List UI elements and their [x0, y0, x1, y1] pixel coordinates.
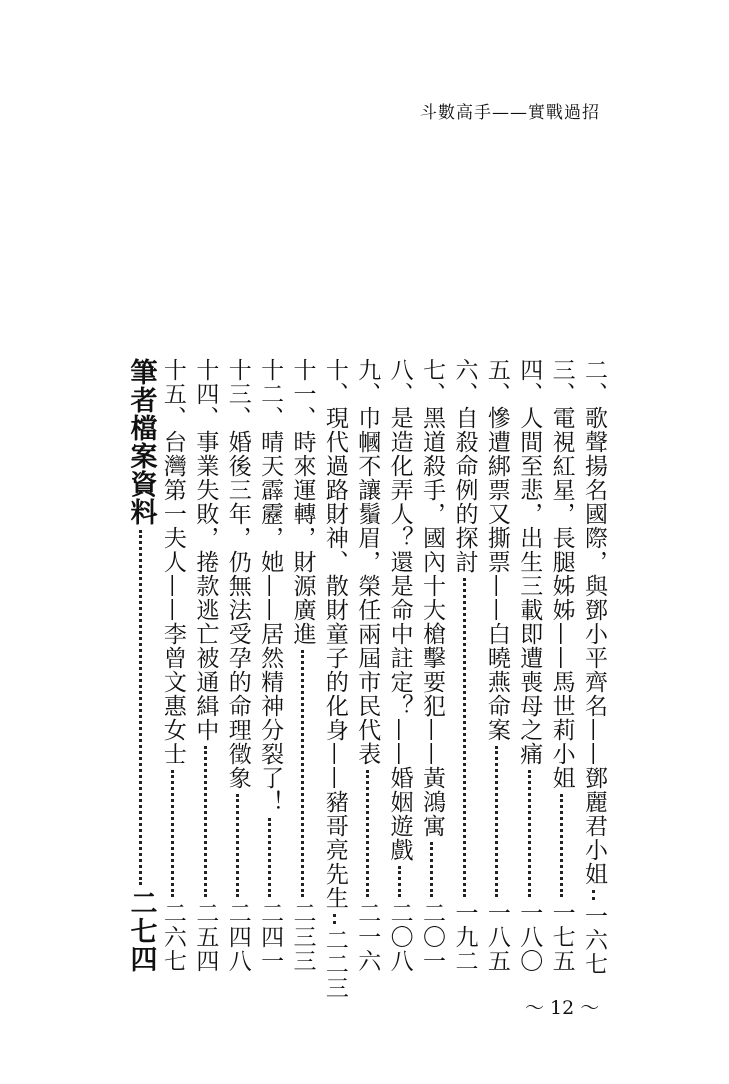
leader-dots — [592, 890, 595, 900]
toc-entry — [157, 358, 189, 973]
leader-dots — [560, 794, 563, 897]
toc-entry-title: 四、人間至悲，出生三載即遭喪母之痛 — [516, 358, 543, 766]
toc-section-heading — [124, 358, 156, 973]
toc-entry — [351, 358, 383, 973]
leader-dots — [204, 746, 207, 897]
toc-entry — [254, 358, 286, 973]
toc-entry — [480, 358, 512, 973]
toc-entry-page: 一八五 — [483, 901, 510, 973]
toc-entry-page: 二〇一 — [419, 901, 446, 973]
toc-entry-page: 一九二 — [451, 901, 478, 973]
toc-entry-title: 十三、婚後三年，仍無法受孕的命理徵象 — [224, 358, 251, 790]
leader-dots — [333, 914, 336, 924]
toc-entry-title: 七、黑道殺手，國內十大槍擊要犯——黃鴻寓 — [419, 358, 446, 838]
toc-entry-page: 一七五 — [548, 901, 575, 973]
toc-entry-page: 二二三 — [321, 928, 348, 1000]
leader-dots — [366, 770, 369, 897]
toc-entry-title: 八、是造化弄人？還是命中註定？——婚姻遊戲 — [386, 358, 413, 862]
leader-dots — [528, 770, 531, 897]
toc-entry-title: 十、現代過路財神、散財童子的化身——豬哥亮先生 — [321, 358, 348, 910]
toc-entry-page: 一八〇 — [516, 901, 543, 973]
toc-entry-title: 六、自殺命例的探討 — [451, 358, 478, 574]
leader-dots — [495, 746, 498, 897]
toc-entry-page: 二四八 — [224, 901, 251, 973]
leader-dots — [430, 842, 433, 897]
toc-entry — [545, 358, 577, 973]
toc-entry — [578, 358, 610, 976]
leader-dots — [268, 818, 271, 897]
toc-entry — [189, 358, 221, 973]
leader-dots — [301, 650, 304, 897]
toc-entry — [286, 358, 318, 973]
leader-dots — [171, 770, 174, 897]
toc-entry-title: 十五、台灣第一夫人——李曾文惠女士 — [159, 358, 186, 766]
toc-entry — [318, 358, 350, 1000]
running-head: 斗數高手——實戰過招 — [420, 103, 600, 123]
leader-dots — [398, 866, 401, 897]
section-heading-title: 筆者檔案資料 — [125, 358, 157, 526]
toc-entry — [221, 358, 253, 973]
toc-entry-title: 三、電視紅星，長腿姊姊——馬世莉小姐 — [548, 358, 575, 790]
toc-entry-page: 二〇八 — [386, 901, 413, 973]
toc-entry-page: 二一六 — [354, 901, 381, 973]
section-heading-page: 二七四 — [125, 889, 157, 973]
toc-entry-page: 一六七 — [581, 904, 607, 976]
page-number: ～ 12 ～ — [525, 997, 600, 1019]
toc-entry — [448, 358, 480, 973]
leader-dots — [463, 578, 466, 897]
toc-entry-title: 二、歌聲揚名國際，與鄧小平齊名——鄧麗君小姐 — [581, 358, 607, 886]
toc-entry-title: 十二、晴天霹靂，她——居然精神分裂了！ — [257, 358, 284, 814]
leader-dots — [139, 530, 142, 885]
toc-entry-page: 二五四 — [192, 901, 219, 973]
toc-entry — [513, 358, 545, 973]
toc-entry-page: 二六七 — [159, 901, 186, 973]
toc-entry-title: 十一、時來運轉，財源廣進 — [289, 358, 316, 646]
leader-dots — [236, 794, 239, 897]
toc-entry-title: 九、巾幗不讓鬚眉，榮任兩屆市民代表 — [354, 358, 381, 766]
toc-entry-title: 十四、事業失敗，捲款逃亡被通緝中 — [192, 358, 219, 742]
toc-entry-title: 五、慘遭綁票又撕票——白曉燕命案 — [483, 358, 510, 742]
toc-entry-page: 二三三 — [289, 901, 316, 973]
toc-entry — [383, 358, 415, 973]
toc-entry-page: 二四一 — [257, 901, 284, 973]
toc-entry — [416, 358, 448, 973]
table-of-contents — [110, 358, 610, 1000]
